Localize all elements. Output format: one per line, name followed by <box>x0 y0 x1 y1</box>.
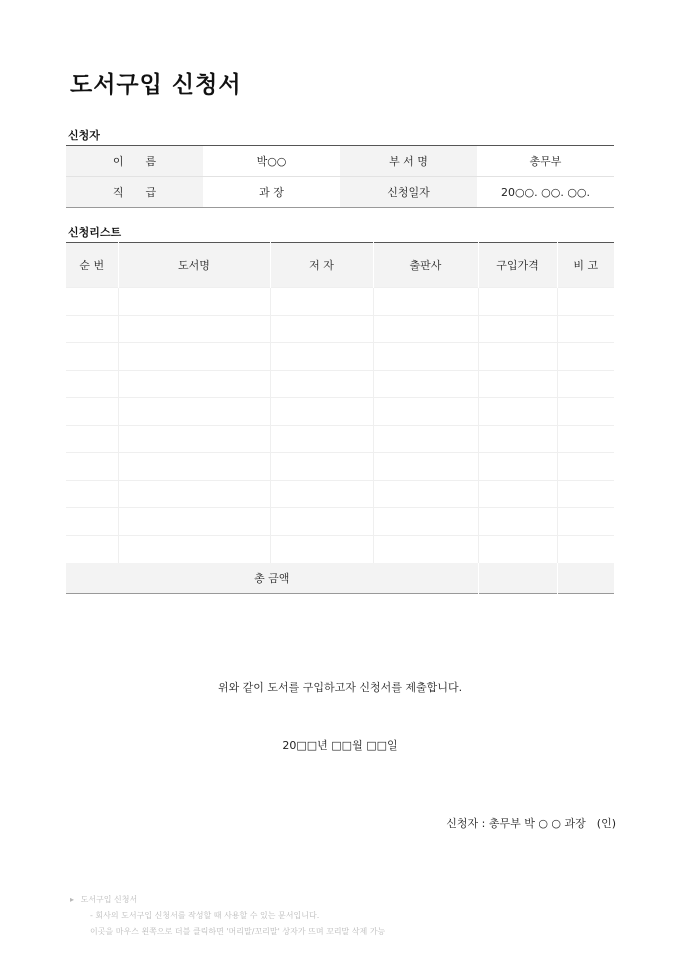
price-cell[interactable] <box>478 370 557 398</box>
book-title-cell[interactable] <box>118 370 270 398</box>
list-body <box>66 288 614 594</box>
publisher-cell[interactable] <box>373 453 478 481</box>
table-row <box>66 535 614 563</box>
number-cell[interactable] <box>66 508 118 536</box>
number-cell[interactable] <box>66 425 118 453</box>
publisher-cell[interactable] <box>373 425 478 453</box>
author-cell[interactable] <box>270 288 373 316</box>
remarks-cell[interactable] <box>557 370 614 398</box>
remarks-cell[interactable] <box>557 453 614 481</box>
applicant-row <box>66 146 614 177</box>
author-cell[interactable] <box>270 343 373 371</box>
applicant-row <box>66 177 614 208</box>
price-cell[interactable] <box>478 343 557 371</box>
author-cell[interactable] <box>270 453 373 481</box>
publisher-cell[interactable] <box>373 398 478 426</box>
number-cell[interactable] <box>66 480 118 508</box>
table-row <box>66 480 614 508</box>
list-header-row <box>66 243 614 288</box>
publisher-cell[interactable] <box>373 288 478 316</box>
number-cell[interactable] <box>66 288 118 316</box>
price-cell[interactable] <box>478 480 557 508</box>
price-cell[interactable] <box>478 288 557 316</box>
table-row <box>66 453 614 481</box>
book-title-cell[interactable] <box>118 343 270 371</box>
number-cell[interactable] <box>66 398 118 426</box>
table-row <box>66 288 614 316</box>
book-list-table <box>66 242 614 594</box>
document-title: 도서구입 신청서 <box>70 72 242 98</box>
footer-note-line: 이곳을 마우스 왼쪽으로 더블 클릭하면 '머리말/꼬리말' 상자가 뜨며 꼬리말 삭제 가능 <box>90 927 386 936</box>
table-row <box>66 508 614 536</box>
price-cell[interactable] <box>478 508 557 536</box>
rank-label: 직 급 <box>66 177 203 208</box>
remarks-cell[interactable] <box>557 343 614 371</box>
column-header-author: 저 자 <box>270 243 373 288</box>
author-cell[interactable] <box>270 480 373 508</box>
remarks-cell[interactable] <box>557 480 614 508</box>
footer-note-line: - 회사의 도서구입 신청서를 작성할 때 사용할 수 있는 문서입니다. <box>90 911 320 920</box>
remarks-cell[interactable] <box>557 535 614 563</box>
number-cell[interactable] <box>66 315 118 343</box>
book-title-cell[interactable] <box>118 425 270 453</box>
publisher-cell[interactable] <box>373 480 478 508</box>
column-header-remarks: 비 고 <box>557 243 614 288</box>
remarks-cell[interactable] <box>557 425 614 453</box>
price-cell[interactable] <box>478 315 557 343</box>
column-header-publisher: 출판사 <box>373 243 478 288</box>
book-title-cell[interactable] <box>118 480 270 508</box>
submission-statement: 위와 같이 도서를 구입하고자 신청서를 제출합니다. <box>217 681 463 694</box>
remarks-cell[interactable] <box>557 315 614 343</box>
publisher-cell[interactable] <box>373 508 478 536</box>
table-row <box>66 425 614 453</box>
total-label: 총 금액 <box>66 563 478 594</box>
publisher-cell[interactable] <box>373 535 478 563</box>
table-row <box>66 343 614 371</box>
author-cell[interactable] <box>270 425 373 453</box>
price-cell[interactable] <box>478 453 557 481</box>
rank-value[interactable]: 과 장 <box>203 177 340 208</box>
number-cell[interactable] <box>66 453 118 481</box>
book-title-cell[interactable] <box>118 453 270 481</box>
table-row <box>66 370 614 398</box>
applicant-section-heading: 신청자 <box>68 129 100 142</box>
price-cell[interactable] <box>478 425 557 453</box>
date-line: 20□□년 □□월 □□일 <box>282 739 398 752</box>
name-label: 이 름 <box>66 146 203 177</box>
application-date-label: 신청일자 <box>340 177 477 208</box>
price-cell[interactable] <box>478 398 557 426</box>
total-remarks-cell[interactable] <box>557 563 614 594</box>
publisher-cell[interactable] <box>373 315 478 343</box>
department-label: 부 서 명 <box>340 146 477 177</box>
publisher-cell[interactable] <box>373 343 478 371</box>
footer-note-title: 도서구입 신청서 <box>80 895 138 904</box>
column-header-price: 구입가격 <box>478 243 557 288</box>
applicant-table <box>66 145 614 208</box>
table-row <box>66 398 614 426</box>
name-value[interactable]: 박○○ <box>203 146 340 177</box>
column-header-number: 순 번 <box>66 243 118 288</box>
book-title-cell[interactable] <box>118 398 270 426</box>
footer-note-title-line <box>70 894 137 905</box>
author-cell[interactable] <box>270 398 373 426</box>
remarks-cell[interactable] <box>557 398 614 426</box>
publisher-cell[interactable] <box>373 370 478 398</box>
total-price-cell[interactable] <box>478 563 557 594</box>
number-cell[interactable] <box>66 343 118 371</box>
applicant-signature: 신청자 : 총무부 박 ○ ○ 과장 (인) <box>446 817 616 830</box>
book-title-cell[interactable] <box>118 288 270 316</box>
column-header-book-title: 도서명 <box>118 243 270 288</box>
list-section-heading: 신청리스트 <box>68 226 122 239</box>
application-date-value[interactable]: 20○○. ○○. ○○. <box>477 177 614 208</box>
author-cell[interactable] <box>270 508 373 536</box>
department-value[interactable]: 총무부 <box>477 146 614 177</box>
book-title-cell[interactable] <box>118 315 270 343</box>
price-cell[interactable] <box>478 535 557 563</box>
book-title-cell[interactable] <box>118 508 270 536</box>
number-cell[interactable] <box>66 535 118 563</box>
remarks-cell[interactable] <box>557 508 614 536</box>
table-row <box>66 315 614 343</box>
bullet-icon: ▸ <box>70 895 75 904</box>
book-title-cell[interactable] <box>118 535 270 563</box>
author-cell[interactable] <box>270 370 373 398</box>
remarks-cell[interactable] <box>557 288 614 316</box>
total-row <box>66 563 614 594</box>
number-cell[interactable] <box>66 370 118 398</box>
author-cell[interactable] <box>270 315 373 343</box>
author-cell[interactable] <box>270 535 373 563</box>
